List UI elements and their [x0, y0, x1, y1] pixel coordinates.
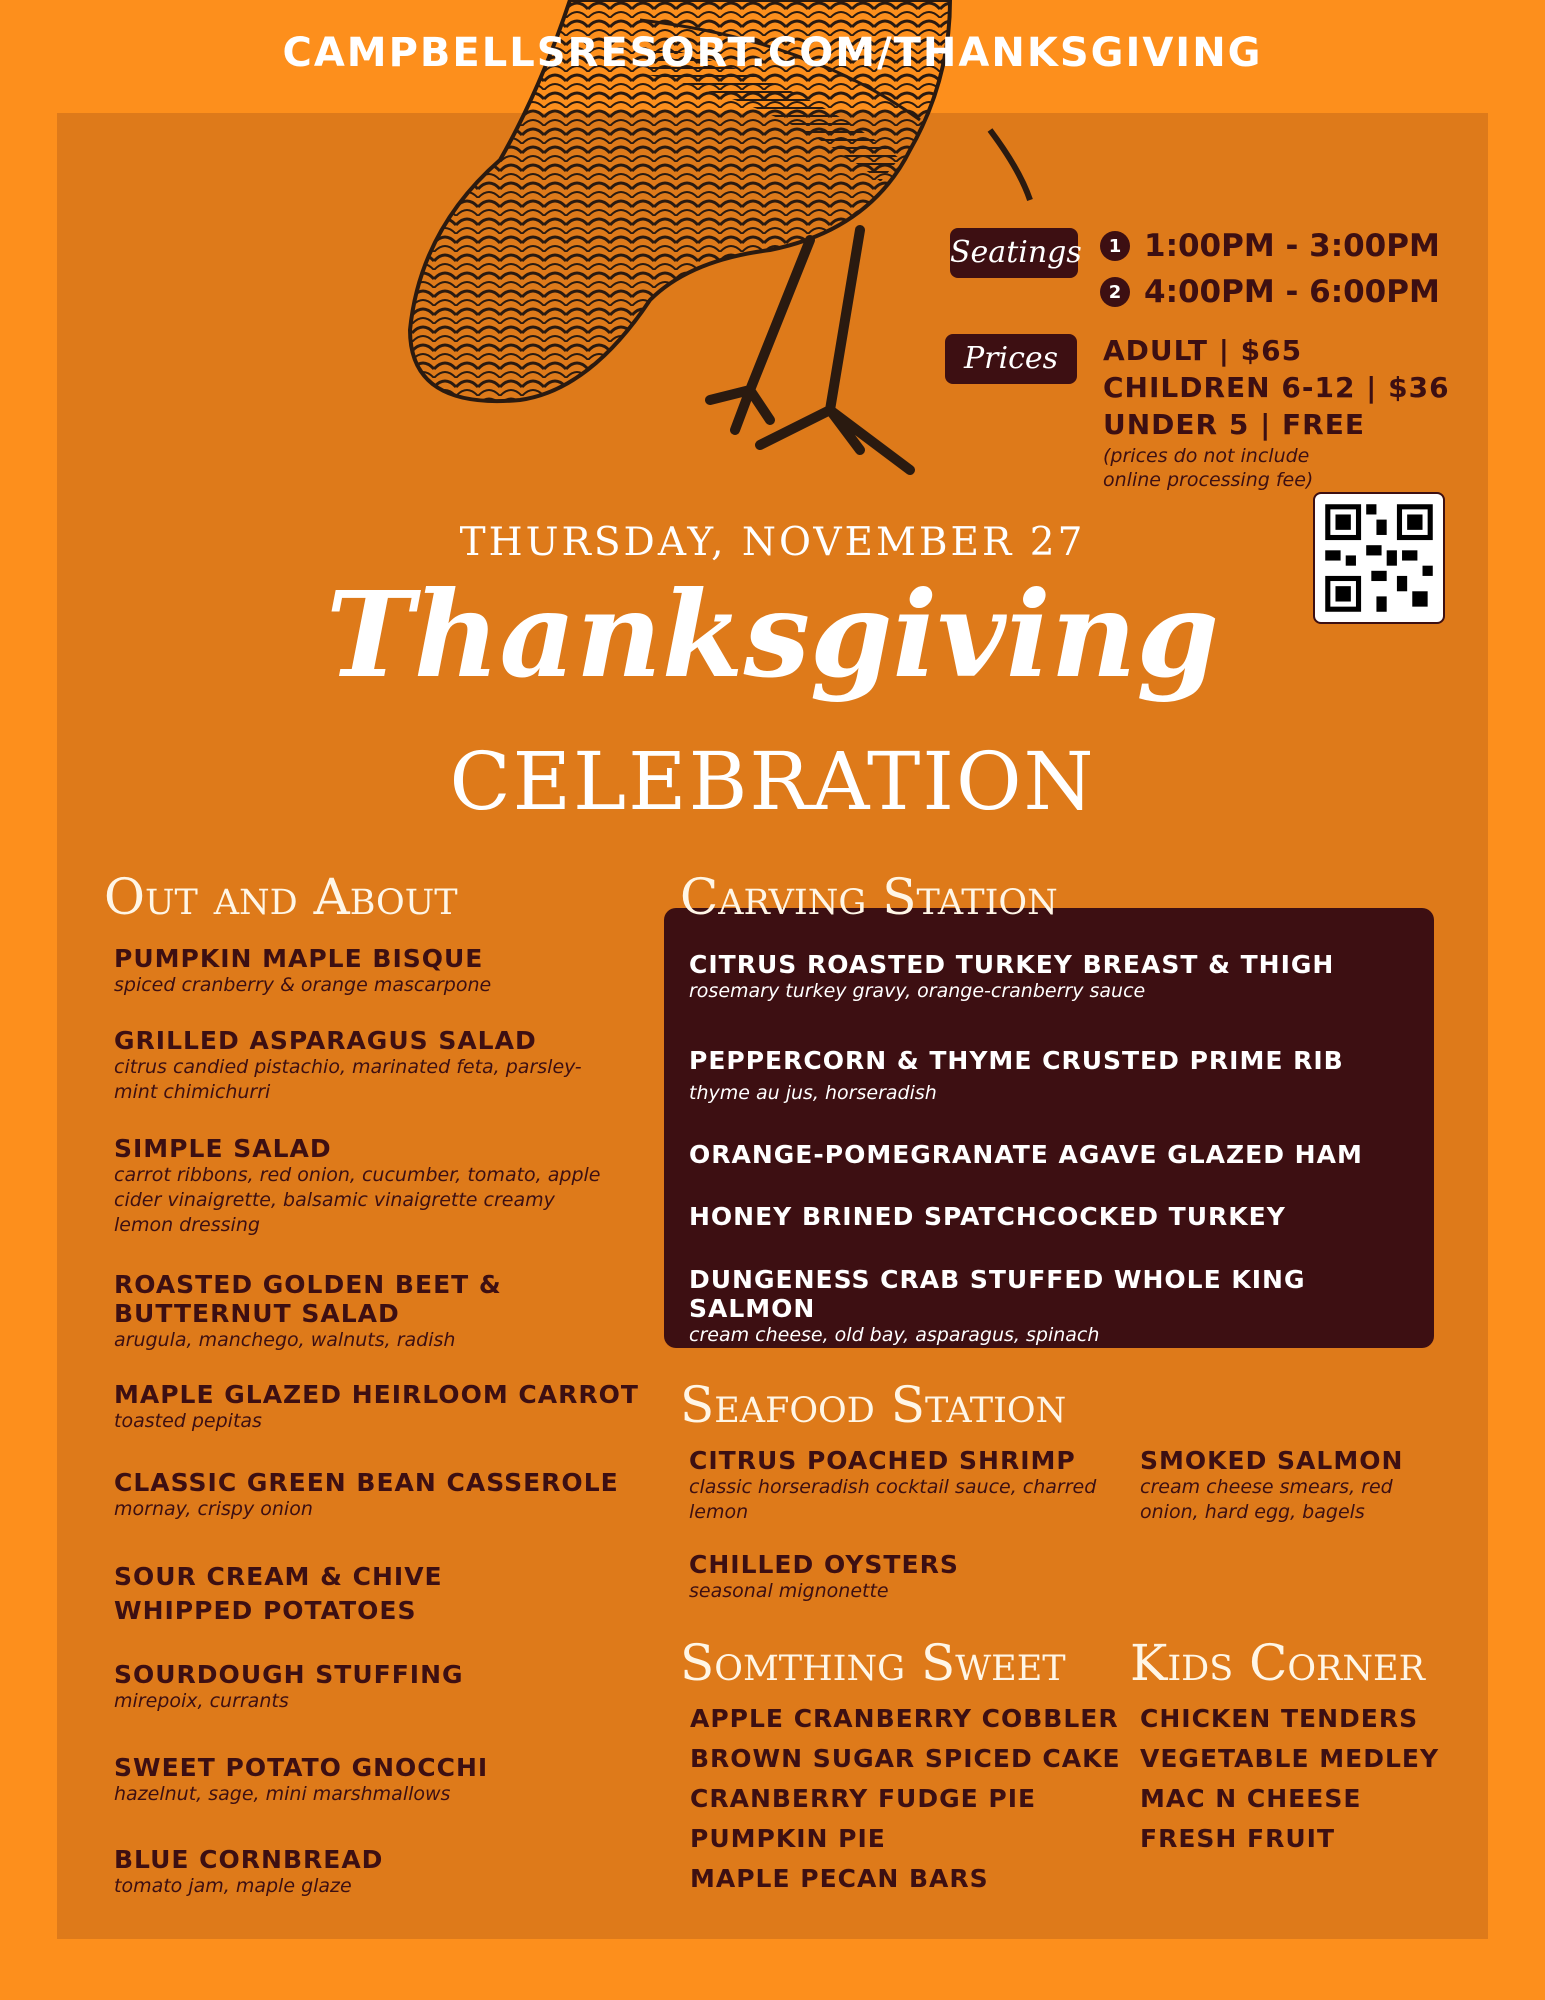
section-heading-seafood-station: Seafood Station [680, 1376, 1067, 1434]
seating-time: 4:00PM - 6:00PM [1144, 274, 1440, 310]
seating-number: 1 [1100, 231, 1130, 261]
item-name: CHILLED OYSTERS [689, 1550, 959, 1579]
item-name: ORANGE-POMEGRANATE AGAVE GLAZED HAM [689, 1140, 1363, 1169]
carving-item [689, 1265, 1424, 1348]
section-heading-kids-corner: Kids Corner [1130, 1634, 1425, 1692]
menu-item [114, 944, 614, 998]
event-subtitle: CELEBRATION [449, 735, 1096, 828]
menu-item [114, 1560, 444, 1628]
price-note: (prices do not include online processing fee) [1103, 445, 1314, 491]
item-name: CLASSIC GREEN BEAN CASSEROLE [114, 1468, 619, 1497]
seating-number: 2 [1100, 277, 1130, 307]
carving-item [689, 1202, 1409, 1231]
item-desc: cream cheese, old bay, asparagus, spinach [689, 1324, 1100, 1346]
prices-label: Prices [945, 334, 1077, 384]
menu-item [114, 1134, 614, 1238]
item-desc: tomato jam, maple glaze [114, 1875, 352, 1897]
item-name: BLUE CORNBREAD [114, 1845, 384, 1874]
item-name: ROASTED GOLDEN BEET & BUTTERNUT SALAD [114, 1270, 502, 1328]
dessert-item: BROWN SUGAR SPICED CAKE [690, 1744, 1121, 1773]
seafood-item [689, 1550, 1109, 1604]
menu-item [114, 1660, 614, 1714]
item-desc: classic horseradish cocktail sauce, charred lemon [689, 1476, 1097, 1523]
seating-1 [1100, 228, 1440, 264]
seatings-label: Seatings [950, 228, 1078, 278]
menu-item [114, 1753, 614, 1807]
item-name: PUMPKIN MAPLE BISQUE [114, 944, 484, 973]
dessert-item: MAPLE PECAN BARS [690, 1864, 989, 1893]
kids-item: CHICKEN TENDERS [1140, 1704, 1419, 1733]
menu-item [114, 1270, 534, 1353]
seating-2 [1100, 274, 1440, 310]
item-desc: thyme au jus, horseradish [689, 1082, 937, 1104]
section-heading-something-sweet: Somthing Sweet [680, 1634, 1066, 1692]
event-date: THURSDAY, NOVEMBER 27 [459, 520, 1086, 565]
dessert-item: PUMPKIN PIE [690, 1824, 886, 1853]
seafood-item [689, 1446, 1109, 1525]
kids-item: FRESH FRUIT [1140, 1824, 1336, 1853]
item-desc: spiced cranberry & orange mascarpone [114, 974, 492, 996]
item-name: SOURDOUGH STUFFING [114, 1660, 464, 1689]
menu-item [114, 1026, 594, 1105]
item-name: DUNGENESS CRAB STUFFED WHOLE KING SALMON [689, 1265, 1306, 1323]
item-name: SIMPLE SALAD [114, 1134, 332, 1163]
carving-item [689, 1140, 1409, 1169]
item-desc: rosemary turkey gravy, orange-cranberry sauce [689, 980, 1146, 1002]
menu-item [114, 1380, 644, 1434]
event-title: Thanksgiving [325, 565, 1220, 704]
item-desc: carrot ribbons, red onion, cucumber, tomato, apple cider vinaigrette, balsamic vinaigrette creamy lemon dressing [114, 1164, 601, 1236]
section-heading-out-and-about: Out and About [104, 868, 458, 926]
price-children: CHILDREN 6-12 | $36 [1103, 371, 1450, 404]
item-name: MAPLE GLAZED HEIRLOOM CARROT [114, 1380, 639, 1409]
menu-item [114, 1845, 614, 1899]
price-under-5: UNDER 5 | FREE [1103, 408, 1365, 441]
kids-item: VEGETABLE MEDLEY [1140, 1744, 1440, 1773]
seating-time: 1:00PM - 3:00PM [1144, 228, 1440, 264]
item-name: CITRUS POACHED SHRIMP [689, 1446, 1076, 1475]
item-desc: arugula, manchego, walnuts, radish [114, 1329, 456, 1351]
carving-item [689, 1046, 1409, 1106]
dessert-item: APPLE CRANBERRY COBBLER [690, 1704, 1119, 1733]
item-name: CITRUS ROASTED TURKEY BREAST & THIGH [689, 950, 1335, 979]
item-name: SWEET POTATO GNOCCHI [114, 1753, 489, 1782]
item-desc: mornay, crispy onion [114, 1498, 313, 1520]
item-desc: mirepoix, currants [114, 1690, 289, 1712]
item-desc: seasonal mignonette [689, 1580, 889, 1602]
item-name: GRILLED ASPARAGUS SALAD [114, 1026, 537, 1055]
item-name: SMOKED SALMON [1140, 1446, 1404, 1475]
menu-item [114, 1468, 644, 1522]
carving-item [689, 950, 1409, 1004]
item-desc: toasted pepitas [114, 1410, 262, 1432]
item-desc: hazelnut, sage, mini marshmallows [114, 1783, 451, 1805]
item-desc: cream cheese smears, red onion, hard egg, bagels [1140, 1476, 1393, 1523]
item-name: PEPPERCORN & THYME CRUSTED PRIME RIB [689, 1046, 1344, 1075]
item-name: SOUR CREAM & CHIVE WHIPPED POTATOES [114, 1562, 443, 1625]
item-name: HONEY BRINED SPATCHCOCKED TURKEY [689, 1202, 1286, 1231]
seafood-item [1140, 1446, 1440, 1525]
website-url[interactable]: CAMPBELLSRESORT.COM/THANKSGIVING [282, 30, 1263, 76]
dessert-item: CRANBERRY FUDGE PIE [690, 1784, 1037, 1813]
item-desc: citrus candied pistachio, marinated feta, parsley-mint chimichurri [114, 1056, 582, 1103]
section-heading-carving-station: Carving Station [680, 868, 1058, 926]
kids-item: MAC N CHEESE [1140, 1784, 1362, 1813]
price-adult: ADULT | $65 [1103, 334, 1303, 367]
